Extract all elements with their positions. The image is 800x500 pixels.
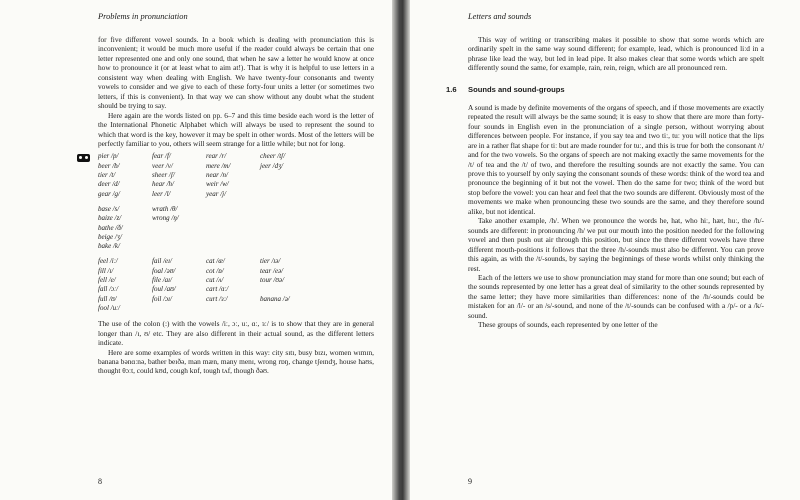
table-cell: veer /v/ [152, 161, 173, 170]
table-cell: rear /r/ [206, 152, 227, 161]
table-row [98, 180, 374, 189]
paragraph: The use of the colon (:) with the vowels /iː, ɔː, uː, ɑː, ɜː/ is to show that they are in general longer than /ɪ, ʊ/ etc. They are also different in their actual sound, as the different letters indicate. [98, 319, 374, 348]
table-cell: sheer /ʃ/ [152, 171, 175, 180]
table-cell: leer /l/ [152, 189, 171, 198]
key-word-table [98, 152, 374, 313]
table-cell: beer /b/ [98, 161, 120, 170]
vowel-table [98, 257, 374, 313]
table-row [98, 190, 374, 199]
table-cell: file /aɪ/ [152, 276, 172, 284]
paragraph: Each of the letters we use to show pronunciation may stand for more than one sound; but each of the sounds represented by one letter has a great deal of similarity to the other sounds represented by the same letter; they have more similarities than differences: none of the /h/-sounds could be mistaken for an /l/- or an /s/-sound, and none of the /t/-sounds can be confused with a /p/- or a /k/-sound. [468, 272, 764, 320]
table-cell: bake /k/ [98, 242, 120, 251]
table-cell: mere /m/ [206, 161, 231, 170]
table-cell: fill /ɪ/ [98, 266, 114, 275]
table-row [98, 233, 374, 242]
table-cell: beige /ʒ/ [98, 232, 122, 241]
section-heading [446, 85, 764, 94]
table-row [98, 224, 374, 233]
table-row [98, 304, 374, 313]
table-row [98, 162, 374, 171]
table-cell: year /j/ [206, 189, 227, 198]
right-page [410, 0, 800, 500]
page-number: 9 [468, 477, 472, 486]
paragraph: Here are some examples of words written in this way: city sɪtɪ, busy bɪzɪ, women wɪmɪn, banana bənɑːnə, bather beɪðə, man mæn, many menɪ, wrong rɒŋ, change tʃeɪndʒ, house haʊs, thought θɔːt, could kʊd, cough kɒf, tough tʌf, though ðəʊ. [98, 347, 374, 376]
table-cell: cut /ʌ/ [206, 276, 224, 284]
table-row [98, 205, 374, 214]
left-page [0, 0, 392, 500]
paragraph: for five different vowel sounds. In a book which is dealing with pronunciation this is inconvenient; it would be much more useful if the reader could always be certain that one letter represented one and only one sound, that when he saw a letter he would know at once how to pronounce it (or at least what to aim at!). That is why it is helpful to use letters in a consistent way when dealing with English. We have twenty-four consonants and twenty vowels to consider and we give to each of these forty-four units a letter (or sometimes two letters, if this is convenient). In that way we can show without any doubt what the student should be trying to say. [98, 35, 374, 111]
table-cell: fool /uː/ [98, 303, 120, 312]
paragraph: These groups of sounds, each represented by one letter of the [478, 320, 658, 330]
consonant-table-1 [98, 152, 374, 198]
table-cell: foul /aʊ/ [152, 285, 176, 294]
consonant-table-2 [98, 205, 374, 251]
paragraph: Take another example, /h/. When we pronounce the words he, hat, who hiː, hæt, huː, the /h/-sounds are different: in pronouncing /h/ we put our mouth into the position needed for the following vowel and then push out air through this position, but since the three different vowels have three different mouth-positions it follows that the three /h/-sounds must also be different. You can prove this again, as with the /t/-sounds, by saying the beginnings of these words whilst only thinking the rest. [468, 216, 764, 273]
table-row [98, 295, 374, 304]
table-cell: baize /z/ [98, 214, 122, 223]
table-cell: cart /ɑː/ [206, 285, 229, 294]
table-cell: gear /g/ [98, 189, 120, 198]
table-cell: foal /əʊ/ [152, 266, 176, 275]
running-head: Problems in pronunciation [98, 12, 188, 21]
table-cell: fell /e/ [98, 276, 116, 284]
table-cell: fear /f/ [152, 152, 171, 161]
paragraph: Here again are the words listed on pp. 6–7 and this time beside each word is the letter of the International Phonetic Alphabet which will always be used to represent the sound to which that word is the key, however it may be spelt in other words. Most of the letters will be perfectly familiar to you, others will seem strange for a little while; but not for long. [98, 110, 374, 148]
table-cell: jeer /dʒ/ [260, 161, 284, 170]
table-row [98, 276, 374, 285]
table-row [98, 257, 374, 266]
table-row [98, 285, 374, 294]
table-row [98, 214, 374, 223]
table-cell: fall /ɔː/ [98, 285, 119, 294]
table-cell: tier /ɪə/ [260, 257, 281, 266]
table-cell: wrath /θ/ [152, 204, 178, 213]
book-spine [392, 0, 410, 500]
table-cell: feel /iː/ [98, 257, 118, 266]
table-cell: cat /æ/ [206, 257, 225, 266]
table-cell: pier /p/ [98, 152, 119, 161]
table-cell: bathe /ð/ [98, 223, 123, 232]
table-cell: full /ʊ/ [98, 294, 117, 303]
table-cell: wrong /ŋ/ [152, 214, 179, 223]
table-cell: deer /d/ [98, 180, 120, 189]
table-cell: hear /h/ [152, 180, 174, 189]
table-cell: tear /eə/ [260, 266, 284, 275]
table-cell: tier /t/ [98, 171, 116, 180]
table-row [98, 267, 374, 276]
table-cell: cheer /tʃ/ [260, 152, 286, 161]
tape-recording-icon [77, 154, 90, 162]
table-cell: fail /eɪ/ [152, 257, 172, 266]
table-row [98, 171, 374, 180]
table-row [98, 242, 374, 251]
table-cell: cot /ɒ/ [206, 266, 224, 275]
table-cell: base /s/ [98, 204, 120, 213]
table-row [98, 152, 374, 161]
paragraph: This way of writing or transcribing makes it possible to show that some words which are ordinarily spelt in the same way sound different; for example, lead, which is pronounced liːd in a phrase like lead the way, but led in lead pipe. It also makes clear that some words which are spelt differently sound the same, for example, rain, rein, reign, which are all pronounced reɪn. [468, 35, 764, 73]
table-cell: foil /ɔɪ/ [152, 294, 172, 303]
section-number: 1.6 [446, 84, 457, 94]
table-cell: near /n/ [206, 171, 228, 180]
table-cell: tour /ʊə/ [260, 276, 285, 284]
running-head: Letters and sounds [468, 12, 532, 21]
table-cell: weir /w/ [206, 180, 229, 189]
page-number: 8 [98, 477, 102, 486]
section-title: Sounds and sound-groups [468, 84, 565, 94]
table-cell: banana /ə/ [260, 294, 290, 303]
paragraph: A sound is made by definite movements of the organs of speech, and if those movements are exactly repeated the result will always be the same sound; it is easy to show that there are more than forty-four sounds in English even in the pronunciation of a single person, without worrying about differences between people. For instance, if you say tea and two tiː, tuː you will notice that the lips are in a rather flat shape for tiː but are made rounder for tuː, and this is true for both the consonant /t/ and for the two vowels. So the organs of speech are not making exactly the same movements for the /t/ of tea and the /t/ of two, and therefore the resulting sounds are not exactly the same. You can prove this to yourself by only saying the consonant sounds of these words: think of the word tea and pronounce the beginning of it but not the vowel. Then do the same for two; think of the word but stop before the vowel: you can hear and feel that the two sounds are different. Obviously most of the movements we make when pronouncing these two sounds are the same, and they therefore sound alike, but not identical. [468, 102, 764, 216]
table-cell: curt /ɜː/ [206, 294, 228, 303]
